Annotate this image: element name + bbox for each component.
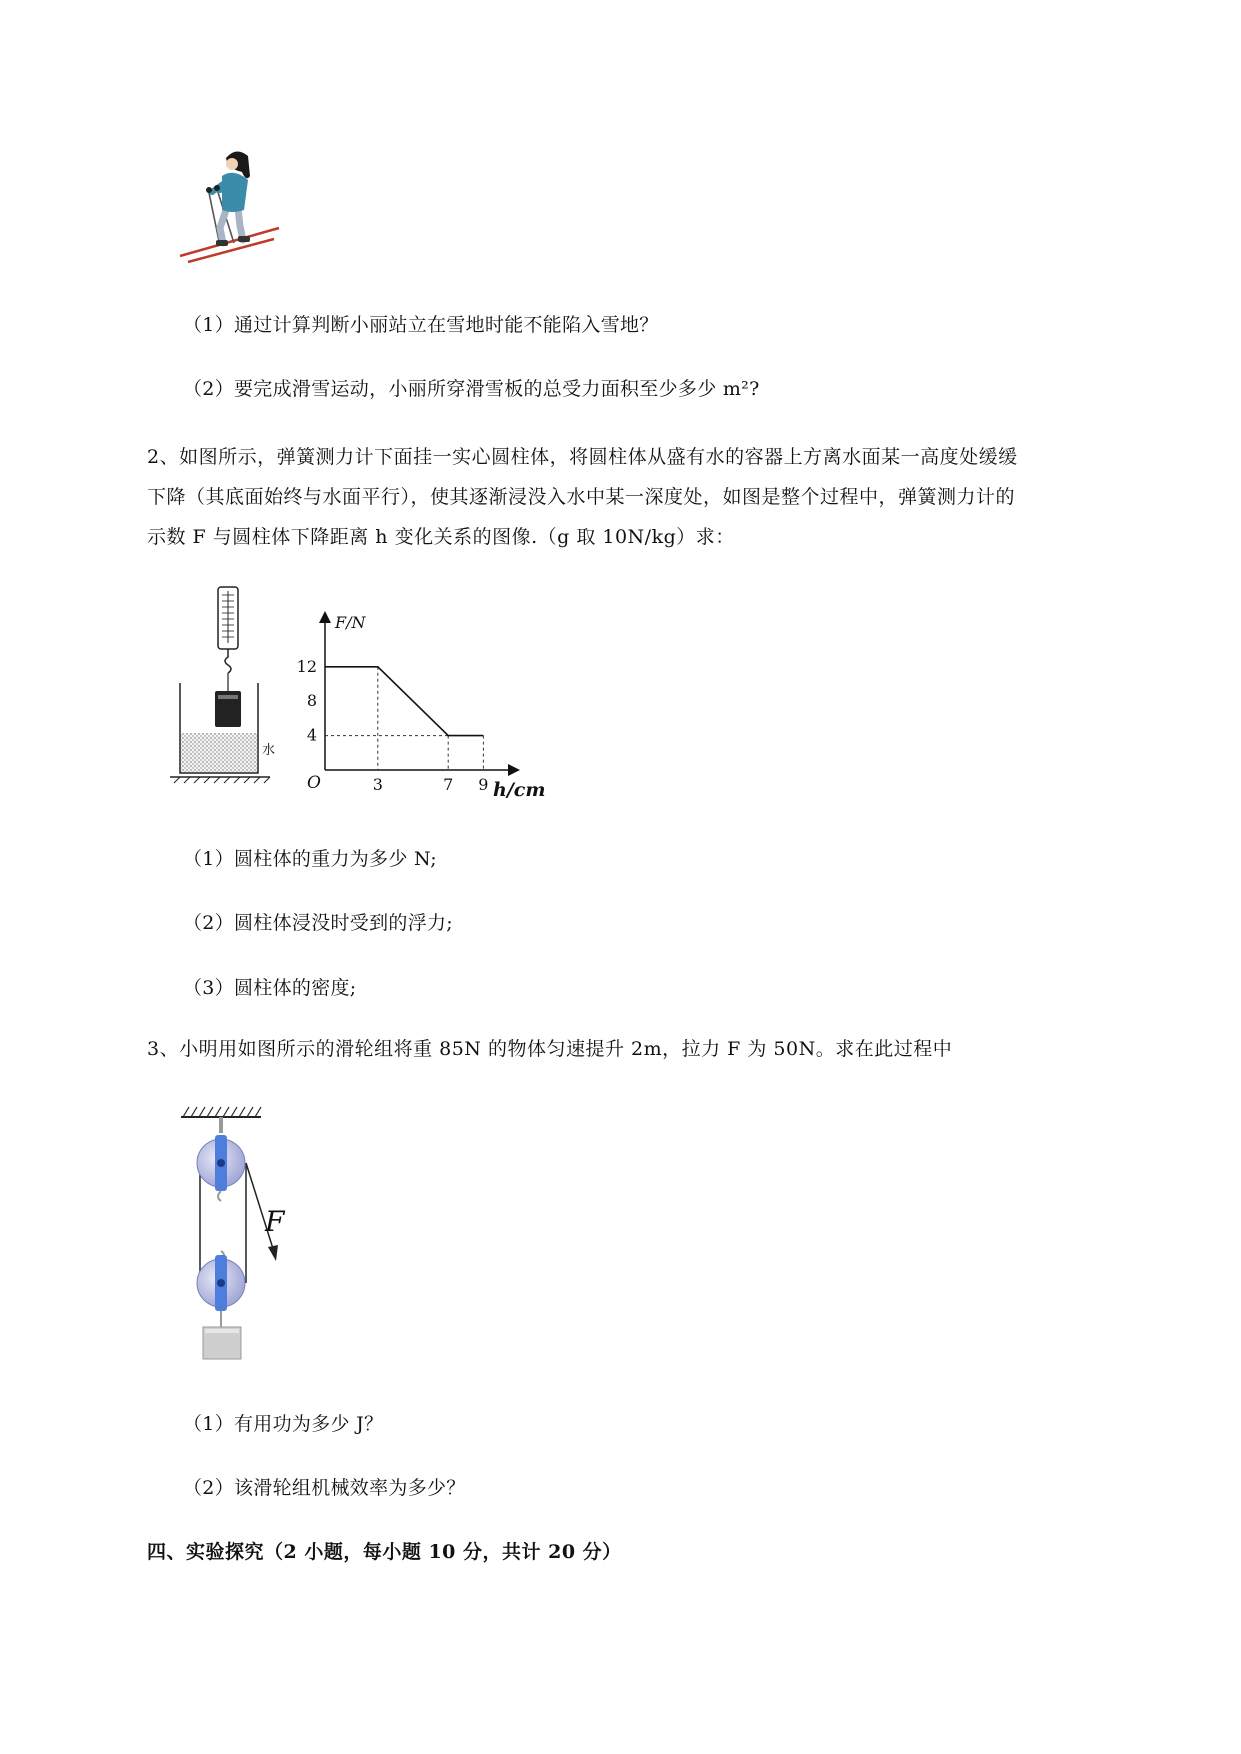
x-tick-label-3: 3 bbox=[372, 775, 383, 794]
q2-sub3: （3）圆柱体的密度; bbox=[183, 977, 357, 999]
origin-label: O bbox=[307, 773, 321, 793]
q2-line2: 下降（其底面始终与水面平行），使其逐渐浸没入水中某一深度处，如图是整个过程中，弹簧测力计的 bbox=[147, 486, 1016, 508]
q3-line1: 3、小明用如图所示的滑轮组将重 85N 的物体匀速提升 2m，拉力 F 为 50N。求在此过程中 bbox=[147, 1038, 953, 1060]
x-axis-label: h/cm bbox=[493, 779, 546, 801]
spring-scale-container-figure bbox=[170, 585, 290, 795]
x-tick-label-7: 7 bbox=[443, 775, 454, 794]
y-tick-label-8: 8 bbox=[306, 691, 317, 711]
force-depth-chart bbox=[295, 608, 555, 803]
q3-sub2: （2）该滑轮组机械效率为多少？ bbox=[183, 1477, 466, 1499]
skier-illustration bbox=[176, 148, 286, 263]
x-tick-label-9: 9 bbox=[478, 775, 489, 794]
force-label: F bbox=[265, 1205, 285, 1238]
q2-sub1: （1）圆柱体的重力为多少 N; bbox=[183, 848, 437, 870]
q2-line1: 2、如图所示，弹簧测力计下面挂一实心圆柱体，将圆柱体从盛有水的容器上方离水面某一高度处缓缓 bbox=[147, 446, 1018, 468]
q1-sub1: （1）通过计算判断小丽站立在雪地时能不能陷入雪地？ bbox=[183, 314, 659, 336]
y-axis-label: F/N bbox=[335, 613, 366, 632]
q1-sub2: （2）要完成滑雪运动，小丽所穿滑雪板的总受力面积至少多少 m²? bbox=[183, 378, 760, 400]
pulley-system-figure bbox=[175, 1105, 305, 1370]
y-tick-label-12: 12 bbox=[296, 656, 317, 676]
section4-title: 四、实验探究（2 小题，每小题 10 分，共计 20 分） bbox=[147, 1541, 622, 1563]
q2-line3: 示数 F 与圆柱体下降距离 h 变化关系的图像.（g 取 10N/kg）求： bbox=[147, 526, 735, 548]
series-line bbox=[325, 667, 483, 736]
q3-sub1: （1）有用功为多少 J？ bbox=[183, 1413, 384, 1435]
q2-sub2: （2）圆柱体浸没时受到的浮力; bbox=[183, 912, 453, 934]
water-label: 水 bbox=[262, 743, 276, 758]
y-tick-label-4: 4 bbox=[306, 725, 317, 745]
